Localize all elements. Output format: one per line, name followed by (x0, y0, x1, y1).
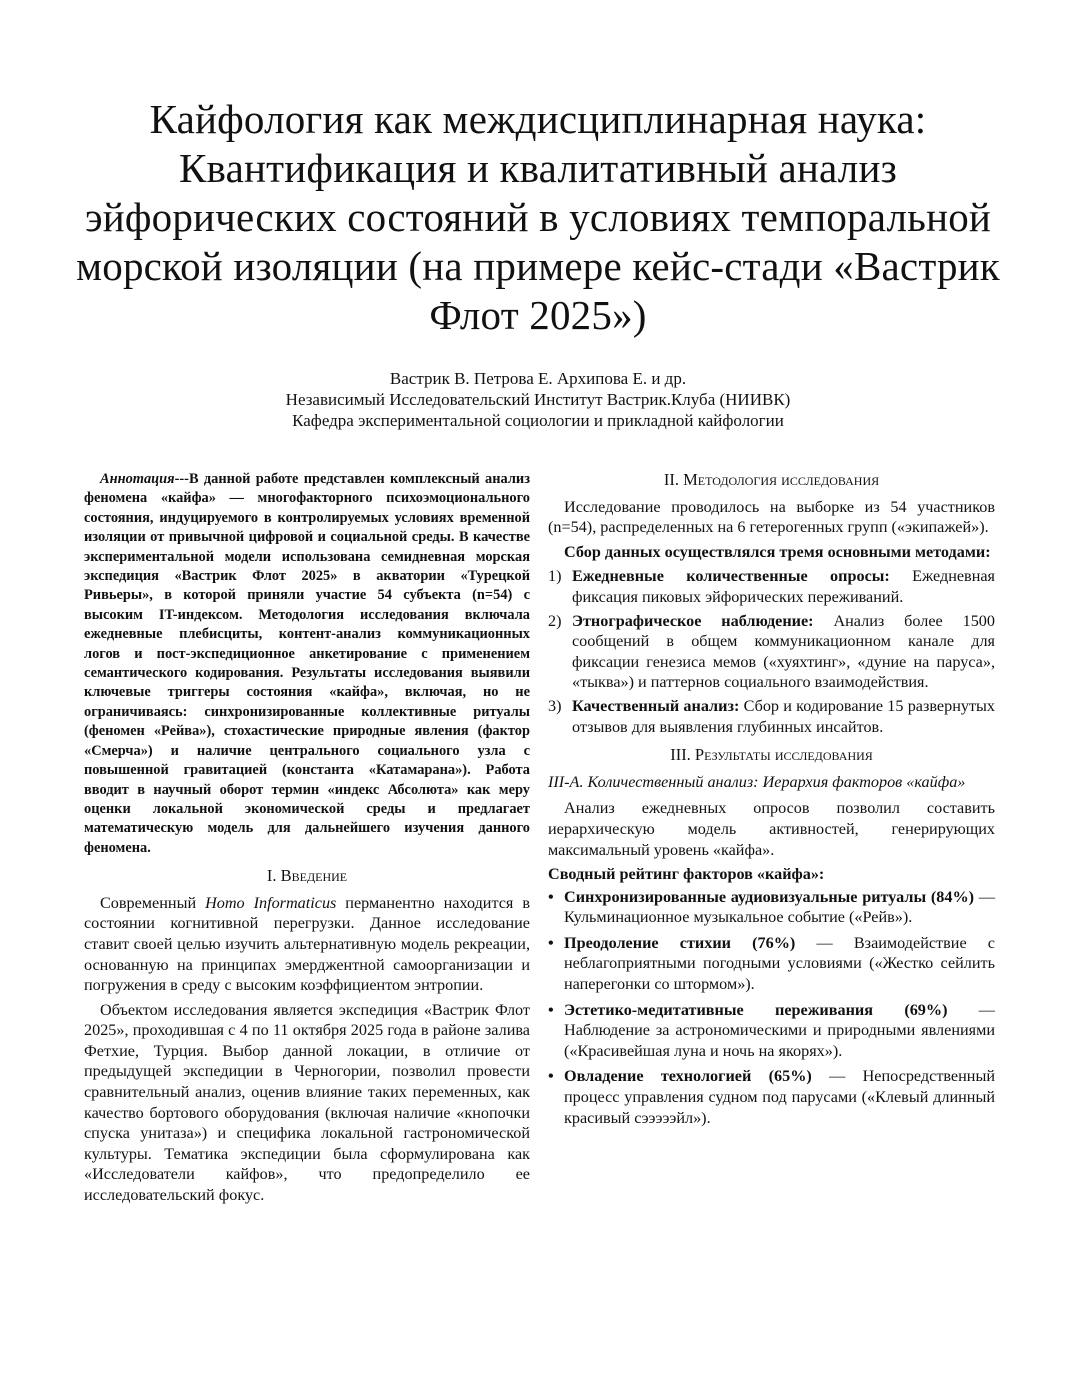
authors-block (60, 368, 1016, 431)
methods-intro: Сбор данных осуществлялся тремя основными методами: (564, 542, 991, 561)
factor-text (564, 1066, 995, 1128)
method-item (548, 566, 995, 607)
method-title: Этнографическое наблюдение: (572, 611, 814, 630)
factor-title: Эстетико-медитативные переживания (69%) (564, 1000, 948, 1019)
paper-title: Кайфология как междисциплинарная наука: Квантификация и квалитативный анализ эйфорических состояний в условиях темпоральной морской изоляции (на примере кейс-стади «Вастрик Флот 2025») (76, 96, 1000, 338)
bullet-icon: • (548, 933, 554, 952)
intro-p1-end: перманентно находится в состоянии когнитивной перегрузки. Данное исследование ставит своей целью изучить альтернативную модель рекреации, основанную на принципах эмерджентной самоорганизации и погружения в среду с высоким коэффициентом энтропии. (84, 893, 530, 995)
methodology-paragraph: Исследование проводилось на выборке из 54 участников (n=54), распределенных на 6 гетерогенных групп («экипажей»). (548, 497, 995, 537)
factor-text (564, 1000, 995, 1062)
method-number: 2) (548, 611, 562, 630)
method-text (572, 566, 995, 607)
author-department: Кафедра экспериментальной социологии и прикладной кайфологии (292, 411, 784, 430)
intro-paragraph-1 (84, 893, 530, 996)
factor-item (548, 933, 995, 995)
factor-item (548, 1066, 995, 1128)
factor-title: Овладение технологией (65%) (564, 1067, 812, 1086)
factor-title: Преодоление стихии (76%) (564, 933, 796, 952)
intro-p1-italic: Homo Informaticus (205, 893, 337, 912)
rating-title: Сводный рейтинг факторов «кайфа»: (548, 865, 825, 884)
bullet-icon: • (548, 1067, 554, 1086)
results-paragraph: Анализ ежедневных опросов позволил составить иерархическую модель активностей, генерирующих максимальный уровень «кайфа». (548, 799, 995, 859)
method-text (572, 611, 995, 693)
factor-text (564, 933, 995, 995)
method-number: 3) (548, 696, 562, 715)
method-description: Ежедневная фиксация пиковых эйфорических переживаний. (572, 567, 995, 606)
factor-description: — Непосредственный процесс управления судном под парусами («Клевый длинный красивый сэээээйл»). (564, 1067, 995, 1127)
method-text (572, 696, 995, 737)
intro-p1-start: Современный (100, 893, 206, 912)
factors-list (548, 887, 995, 1129)
method-description: Сбор и кодирование 15 развернутых отзывов для выявления глубинных инсайтов. (572, 696, 996, 736)
method-title: Качественный анализ: (572, 696, 740, 715)
method-item (548, 696, 995, 737)
abstract (84, 470, 530, 858)
factor-text (564, 887, 995, 928)
method-item (548, 611, 995, 693)
factor-description: — Кульминационное музыкальное событие («Рейв»). (564, 887, 996, 927)
section-heading-results: III. Результаты исследования (670, 745, 873, 765)
factor-description: — Взаимодействие с неблагоприятными погодными условиями («Жестко сейлить наперегонки со штормом»). (564, 933, 995, 994)
author-names: Вастрик В. Петрова Е. Архипова Е. и др. (389, 369, 687, 388)
method-description: Анализ более 1500 сообщений в общем коммуникационном канале для фиксации генезиса мемов («хуяхтинг», «дуние на паруса», «тыква») и паттернов социального взаимодействия. (572, 611, 995, 692)
subsection-heading: III-A. Количественный анализ: Иерархия факторов «кайфа» (548, 772, 966, 791)
bullet-icon: • (548, 1000, 554, 1019)
left-column (84, 470, 530, 1210)
factor-title: Синхронизированные аудиовизуальные ритуалы (84%) (564, 887, 975, 906)
factor-description: — Наблюдение за астрономическими и природными явлениями («Красивейшая луна и ночь на якорях»). (564, 1000, 995, 1060)
method-number: 1) (548, 567, 562, 586)
method-title: Ежедневные количественные опросы: (572, 567, 890, 586)
right-column (548, 470, 995, 1133)
factor-item (548, 887, 995, 928)
section-heading-methodology: II. Методология исследования (663, 470, 880, 489)
author-institute: Независимый Исследовательский Институт Вастрик.Клуба (НИИВК) (285, 390, 791, 409)
abstract-separator: --- (174, 471, 189, 487)
methods-list (548, 566, 995, 737)
bullet-icon: • (548, 887, 554, 906)
factor-item (548, 1000, 995, 1062)
abstract-lead: Аннотация (100, 471, 175, 487)
abstract-text: В данной работе представлен комплексный анализ феномена «кайфа» — многофакторного психоэмоционального состояния, индуцируемого в контролируемых условиях временной изоляции от привычной цифровой и социальной среды. В качестве экспериментальной модели использована семидневная морская экспедиция «Вастрик Флот 2025» в акватории «Турецкой Ривьеры», в которой приняли участие 54 субъекта (n=54) с высоким IT-индексом. Методология исследования включала ежедневные плебисциты, контент-анализ коммуникационных логов и пост-экспедиционное анкетирование с применением семантического кодирования. Результаты исследования выявили ключевые триггеры состояния «кайфа», включая, но не ограничиваясь: синхронизированные коллективные ритуалы (феномен «Рейва»), стохастические природные явления (фактор «Смерча») и наличие центрального социального узла с повышенной гравитацией (константа «Катамарана»). Работа вводит в научный оборот термин «индекс Абсолюта» как меру оценки локальной экономической среды и предлагает математическую модель для дальнейшего изучения данного феномена. (84, 471, 530, 856)
section-heading-intro: I. Введение (266, 866, 348, 886)
intro-paragraph-2: Объектом исследования является экспедиция «Вастрик Флот 2025», проходившая с 4 по 11 октября 2025 года в районе залива Фетхие, Турция. Выбор данной локации, в отличие от предыдущей экспедиции в Черногории, позволил провести сравнительный анализ, оценив влияние таких переменных, как качество бортового оборудования (включая наличие «кнопочки спуска унитаза») и специфика локальной гастрономической культуры. Тематика экспедиции была сформулирована как «Исследователи кайфов», что предопределило ее исследовательский фокус. (84, 1000, 530, 1205)
